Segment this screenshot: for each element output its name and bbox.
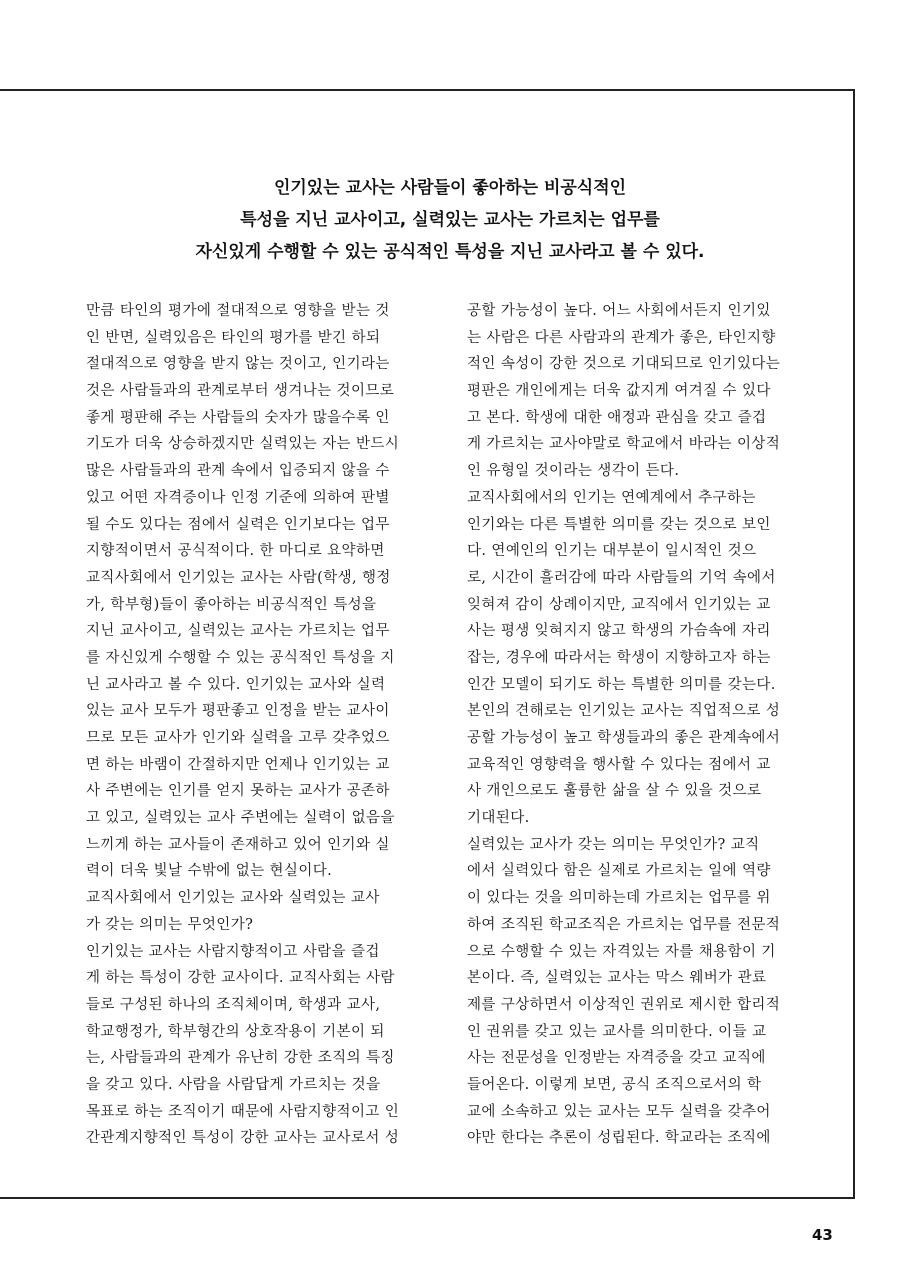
text-line: 인기있는 교사는 사람지향적이고 사람을 즐겁 [86, 943, 380, 960]
right-column-text [467, 298, 813, 1152]
text-line: 교직사회에서 인기있는 교사는 사람(학생, 행정 [86, 569, 391, 586]
text-line: 본인의 견해로는 인기있는 교사는 직업적으로 성 [467, 703, 781, 720]
text-line: 인 유형일 것이라는 생각이 든다. [467, 463, 680, 480]
text-line: 하여 조직된 학교조직은 가르치는 업무를 전문적 [467, 916, 781, 933]
text-line: 교육적인 영향력을 행사할 수 있다는 점에서 교 [467, 756, 771, 773]
pull-quote-line: 자신있게 수행할 수 있는 공식적인 특성을 지닌 교사라고 볼 수 있다. [195, 242, 705, 262]
text-line: 본이다. 즉, 실력있는 교사는 막스 웨버가 관료 [467, 970, 767, 987]
text-line: 인 반면, 실력있음은 타인의 평가를 받긴 하되 [86, 329, 381, 346]
text-line: 사는 평생 잊혀지지 않고 학생의 가슴속에 자리 [467, 623, 771, 640]
text-line: 는, 사람들과의 관계가 유난히 강한 조직의 특징 [86, 1050, 395, 1067]
text-line: 들로 구성된 하나의 조직체이며, 학생과 교사, [86, 996, 381, 1013]
text-line: 므로 모든 교사가 인기와 실력을 고루 갖추었으 [86, 730, 390, 746]
text-line: 고 있고, 실력있는 교사 주변에는 실력이 없음을 [86, 810, 395, 827]
text-line: 지닌 교사이고, 실력있는 교사는 가르치는 업무 [86, 623, 390, 640]
text-line: 사 주변에는 인기를 얻지 못하는 교사가 공존하 [86, 783, 390, 800]
text-line: 공할 가능성이 높고 학생들과의 좋은 관계속에서 [467, 730, 781, 746]
text-line: 는 사람은 다른 사람과의 관계가 좋은, 타인지향 [467, 329, 776, 346]
text-line: 에서 실력있다 함은 실제로 가르치는 일에 역량 [467, 863, 771, 880]
text-line: 인기와는 다른 특별한 의미를 갖는 것으로 보인 [467, 516, 771, 533]
text-line: 실력있는 교사가 갖는 의미는 무엇인가? 교직 [467, 836, 760, 853]
frame-right-rule [853, 89, 855, 1198]
pull-quote-line: 인기있는 교사는 사람들이 좋아하는 비공식적인 [273, 178, 627, 198]
text-line: 으로 수행할 수 있는 자격있는 자를 채용함이 기 [467, 943, 776, 960]
text-line: 을 갖고 있다. 사람을 사람답게 가르치는 것을 [86, 1076, 381, 1093]
text-line: 있고 어떤 자격증이나 인정 기준에 의하여 판별 [86, 489, 390, 506]
text-line: 것은 사람들과의 관계로부터 생겨나는 것이므로 [86, 383, 395, 400]
text-line: 평판은 개인에게는 더욱 값지게 여겨질 수 있다 [467, 383, 771, 400]
text-line: 야만 한다는 추론이 성립된다. 학교라는 조직에 [467, 1130, 771, 1147]
page-number: 43 [812, 1226, 833, 1244]
text-line: 고 본다. 학생에 대한 애정과 관심을 갖고 즐겁 [467, 409, 767, 426]
text-line: 들어온다. 이렇게 보면, 공식 조직으로서의 학 [467, 1076, 762, 1093]
text-line: 가, 학부형)들이 좋아하는 비공식적인 특성을 [86, 596, 377, 613]
text-line: 학교행정가, 학부형간의 상호작용이 기본이 되 [86, 1023, 385, 1040]
text-line: 느끼게 하는 교사들이 존재하고 있어 인기와 실 [86, 836, 390, 853]
text-line: 인간 모델이 되기도 하는 특별한 의미를 갖는다. [467, 676, 776, 693]
text-line: 게 가르치는 교사야말로 학교에서 바라는 이상적 [467, 436, 781, 453]
text-line: 제를 구상하면서 이상적인 권위로 제시한 합리적 [467, 996, 781, 1013]
text-line: 많은 사람들과의 관계 속에서 입증되지 않을 수 [86, 463, 390, 480]
text-line: 교에 소속하고 있는 교사는 모두 실력을 갖추어 [467, 1103, 771, 1120]
text-line: 절대적으로 영향을 받지 않는 것이고, 인기라는 [86, 356, 390, 373]
text-line: 력이 더욱 빛날 수밖에 없는 현실이다. [86, 863, 333, 880]
text-line: 로, 시간이 흘러감에 따라 사람들의 기억 속에서 [467, 569, 776, 586]
text-line: 있는 교사 모두가 평판좋고 인정을 받는 교사이 [86, 703, 390, 720]
frame-top-rule [0, 89, 855, 91]
text-line: 될 수도 있다는 점에서 실력은 인기보다는 업무 [86, 516, 390, 533]
text-line: 게 하는 특성이 강한 교사이다. 교직사회는 사람 [86, 970, 395, 987]
text-line: 간관계지향적인 특성이 강한 교사는 교사로서 성 [86, 1130, 400, 1147]
text-line: 면 하는 바램이 간절하지만 언제나 인기있는 교 [86, 756, 390, 773]
text-line: 좋게 평판해 주는 사람들의 숫자가 많을수록 인 [86, 409, 390, 426]
text-line: 교직사회에서의 인기는 연예계에서 추구하는 [467, 489, 756, 506]
text-line: 잡는, 경우에 따라서는 학생이 지향하고자 하는 [467, 649, 771, 666]
text-line: 적인 속성이 강한 것으로 기대되므로 인기있다는 [467, 356, 781, 373]
text-line: 사 개인으로도 훌륭한 삶을 살 수 있을 것으로 [467, 783, 762, 800]
text-line: 이 있다는 것을 의미하는데 가르치는 업무를 위 [467, 890, 771, 907]
pull-quote [150, 172, 750, 268]
text-line: 다. 연예인의 인기는 대부분이 일시적인 것으 [467, 543, 757, 560]
text-line: 지향적이면서 공식적이다. 한 마디로 요약하면 [86, 543, 385, 560]
text-line: 를 자신있게 수행할 수 있는 공식적인 특성을 지 [86, 649, 395, 666]
pull-quote-line: 특성을 지닌 교사이고, 실력있는 교사는 가르치는 업무를 [240, 210, 660, 230]
text-line: 기대된다. [467, 810, 530, 827]
text-line: 인 권위를 갖고 있는 교사를 의미한다. 이들 교 [467, 1023, 767, 1040]
text-line: 잊혀져 감이 상례이지만, 교직에서 인기있는 교 [467, 596, 771, 613]
text-line: 교직사회에서 인기있는 교사와 실력있는 교사 [86, 890, 380, 907]
text-line: 닌 교사라고 볼 수 있다. 인기있는 교사와 실력 [86, 676, 386, 693]
text-line: 목표로 하는 조직이기 때문에 사람지향적이고 인 [86, 1103, 400, 1120]
left-column-text [86, 298, 432, 1152]
text-line: 기도가 더욱 상승하겠지만 실력있는 자는 반드시 [86, 436, 400, 453]
frame-bottom-rule [0, 1197, 855, 1199]
text-line: 가 갖는 의미는 무엇인가? [86, 916, 254, 933]
text-line: 만큼 타인의 평가에 절대적으로 영향을 받는 것 [86, 303, 390, 319]
text-line: 사는 전문성을 인정받는 자격증을 갖고 교직에 [467, 1050, 766, 1067]
text-line: 공할 가능성이 높다. 어느 사회에서든지 인기있 [467, 303, 771, 319]
